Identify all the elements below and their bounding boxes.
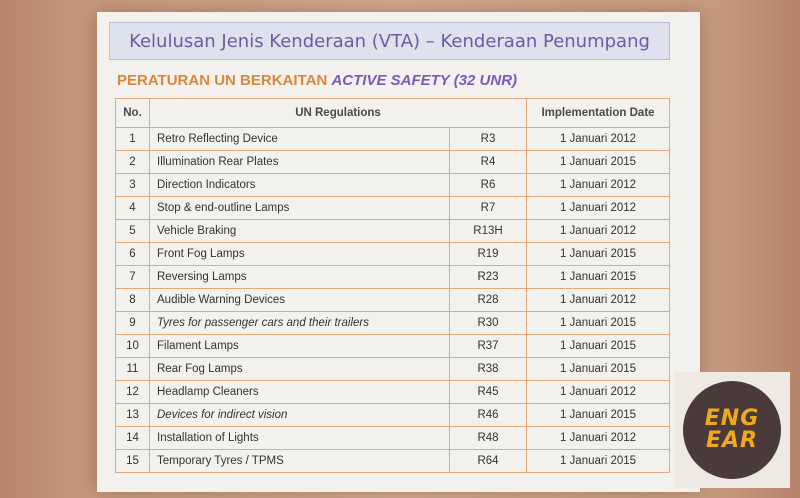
regulation-name: Headlamp Cleaners — [150, 381, 450, 404]
regulation-name: Filament Lamps — [150, 335, 450, 358]
regulation-code: R28 — [450, 289, 527, 312]
regulation-name: Devices for indirect vision — [150, 404, 450, 427]
row-number: 7 — [116, 266, 150, 289]
regulations-table — [115, 98, 670, 473]
subtitle-emphasis: ACTIVE SAFETY (32 UNR) — [331, 72, 518, 89]
table-row — [116, 220, 670, 243]
regulation-name: Tyres for passenger cars and their trailers — [150, 312, 450, 335]
row-number: 8 — [116, 289, 150, 312]
row-number: 9 — [116, 312, 150, 335]
implementation-date: 1 Januari 2012 — [527, 220, 670, 243]
regulation-code: R37 — [450, 335, 527, 358]
row-number: 12 — [116, 381, 150, 404]
regulation-name: Rear Fog Lamps — [150, 358, 450, 381]
regulation-name: Vehicle Braking — [150, 220, 450, 243]
row-number: 13 — [116, 404, 150, 427]
row-number: 6 — [116, 243, 150, 266]
implementation-date: 1 Januari 2015 — [527, 266, 670, 289]
row-number: 11 — [116, 358, 150, 381]
header-un-regulations: UN Regulations — [150, 99, 527, 128]
presentation-slide — [97, 12, 700, 492]
regulation-code: R3 — [450, 128, 527, 151]
table-row — [116, 381, 670, 404]
regulation-code: R30 — [450, 312, 527, 335]
regulation-code: R13H — [450, 220, 527, 243]
regulation-name: Retro Reflecting Device — [150, 128, 450, 151]
implementation-date: 1 Januari 2012 — [527, 381, 670, 404]
regulation-code: R4 — [450, 151, 527, 174]
table-row — [116, 312, 670, 335]
slide-title: Kelulusan Jenis Kenderaan (VTA) – Kenderaan Penumpang — [129, 30, 650, 52]
row-number: 2 — [116, 151, 150, 174]
slide-subtitle — [117, 72, 517, 89]
header-no: No. — [116, 99, 150, 128]
regulation-name: Stop & end-outline Lamps — [150, 197, 450, 220]
row-number: 15 — [116, 450, 150, 473]
table-row — [116, 427, 670, 450]
regulation-name: Illumination Rear Plates — [150, 151, 450, 174]
logo-text-line2: EAR — [706, 428, 758, 453]
regulation-code: R38 — [450, 358, 527, 381]
row-number: 3 — [116, 174, 150, 197]
implementation-date: 1 Januari 2015 — [527, 450, 670, 473]
row-number: 1 — [116, 128, 150, 151]
implementation-date: 1 Januari 2012 — [527, 128, 670, 151]
table-row — [116, 289, 670, 312]
regulation-name: Audible Warning Devices — [150, 289, 450, 312]
regulation-name: Temporary Tyres / TPMS — [150, 450, 450, 473]
row-number: 10 — [116, 335, 150, 358]
table-row — [116, 335, 670, 358]
implementation-date: 1 Januari 2012 — [527, 174, 670, 197]
implementation-date: 1 Januari 2015 — [527, 312, 670, 335]
table-row — [116, 197, 670, 220]
regulation-code: R7 — [450, 197, 527, 220]
table-header-row — [116, 99, 670, 128]
implementation-date: 1 Januari 2012 — [527, 289, 670, 312]
table-row — [116, 174, 670, 197]
regulation-code: R6 — [450, 174, 527, 197]
regulation-code: R46 — [450, 404, 527, 427]
row-number: 14 — [116, 427, 150, 450]
row-number: 4 — [116, 197, 150, 220]
regulation-code: R19 — [450, 243, 527, 266]
implementation-date: 1 Januari 2015 — [527, 404, 670, 427]
table-row — [116, 404, 670, 427]
table-row — [116, 151, 670, 174]
implementation-date: 1 Januari 2012 — [527, 197, 670, 220]
engear-logo — [674, 372, 790, 488]
implementation-date: 1 Januari 2015 — [527, 243, 670, 266]
table-body — [116, 128, 670, 473]
implementation-date: 1 Januari 2015 — [527, 358, 670, 381]
regulation-name: Installation of Lights — [150, 427, 450, 450]
regulation-name: Reversing Lamps — [150, 266, 450, 289]
table-row — [116, 450, 670, 473]
implementation-date: 1 Januari 2012 — [527, 427, 670, 450]
row-number: 5 — [116, 220, 150, 243]
regulation-code: R48 — [450, 427, 527, 450]
logo-circle — [683, 381, 781, 479]
table-row — [116, 358, 670, 381]
regulation-code: R64 — [450, 450, 527, 473]
regulation-code: R45 — [450, 381, 527, 404]
regulation-name: Direction Indicators — [150, 174, 450, 197]
table-row — [116, 128, 670, 151]
implementation-date: 1 Januari 2015 — [527, 151, 670, 174]
slide-title-box — [109, 22, 670, 60]
header-implementation-date: Implementation Date — [527, 99, 670, 128]
regulation-name: Front Fog Lamps — [150, 243, 450, 266]
subtitle-prefix: PERATURAN UN BERKAITAN — [117, 72, 332, 89]
table-row — [116, 243, 670, 266]
table-row — [116, 266, 670, 289]
implementation-date: 1 Januari 2015 — [527, 335, 670, 358]
regulation-code: R23 — [450, 266, 527, 289]
logo-text-line1: ENG — [704, 406, 760, 431]
